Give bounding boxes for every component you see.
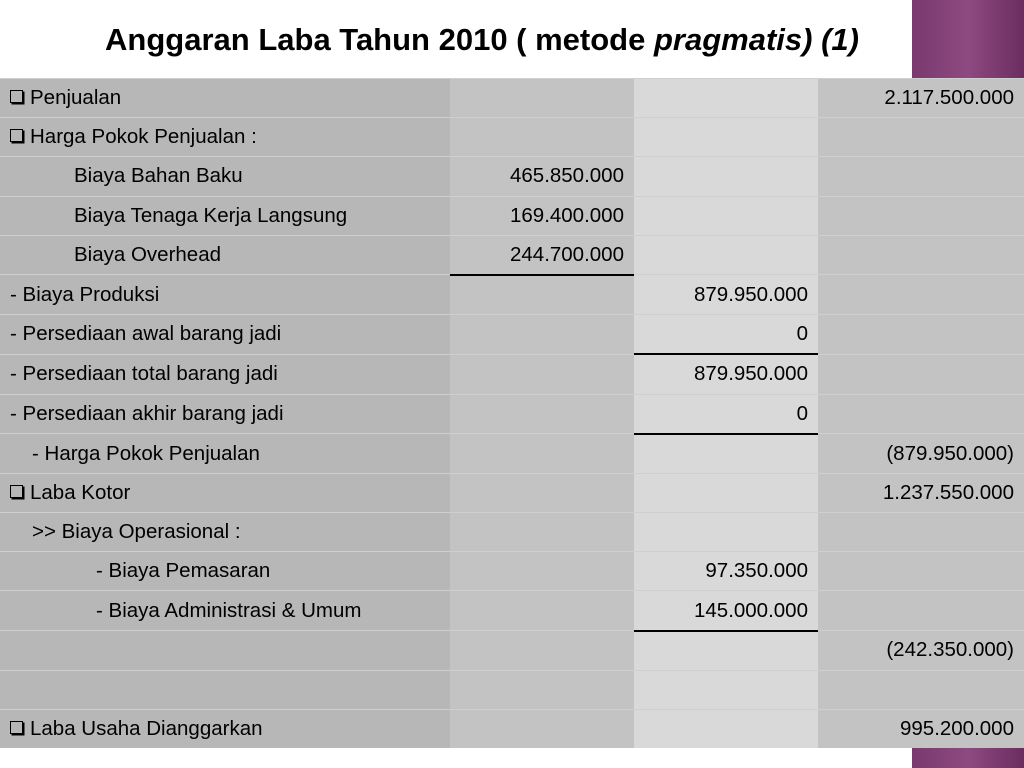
col4-cell bbox=[818, 315, 1024, 355]
table-row bbox=[0, 473, 1024, 512]
col2-cell bbox=[450, 552, 634, 591]
table-row bbox=[0, 513, 1024, 552]
table-row bbox=[0, 275, 1024, 315]
row-label: - Persediaan akhir barang jadi bbox=[0, 394, 450, 434]
row-label: - Persediaan total barang jadi bbox=[0, 354, 450, 394]
col3-cell: 0 bbox=[634, 315, 818, 355]
col4-cell bbox=[818, 118, 1024, 157]
col3-cell: 145.000.000 bbox=[634, 591, 818, 631]
col4-cell bbox=[818, 513, 1024, 552]
table-row bbox=[0, 591, 1024, 631]
col3-cell bbox=[634, 434, 818, 474]
row-label: - Biaya Produksi bbox=[0, 275, 450, 315]
col3-cell: 879.950.000 bbox=[634, 275, 818, 315]
table-row bbox=[0, 670, 1024, 709]
row-label: Biaya Bahan Baku bbox=[0, 157, 450, 196]
col3-cell bbox=[634, 157, 818, 196]
row-label: Harga Pokok Penjualan : bbox=[30, 125, 257, 149]
col3-cell bbox=[634, 631, 818, 671]
checkbox-bullet-icon bbox=[10, 485, 23, 498]
row-label bbox=[0, 631, 450, 671]
col3-cell bbox=[634, 670, 818, 709]
row-label: Laba Kotor bbox=[30, 480, 131, 504]
col4-cell bbox=[818, 591, 1024, 631]
col2-cell bbox=[450, 513, 634, 552]
col4-cell bbox=[818, 394, 1024, 434]
table-row bbox=[0, 354, 1024, 394]
budget-table bbox=[0, 78, 1024, 748]
row-label-cell bbox=[0, 79, 450, 118]
col2-cell bbox=[450, 434, 634, 474]
row-label: Biaya Overhead bbox=[0, 235, 450, 275]
col4-cell bbox=[818, 552, 1024, 591]
col3-cell: 0 bbox=[634, 394, 818, 434]
col2-cell bbox=[450, 79, 634, 118]
col3-cell bbox=[634, 473, 818, 512]
table-row bbox=[0, 394, 1024, 434]
row-label: >> Biaya Operasional : bbox=[0, 513, 450, 552]
col4-cell bbox=[818, 670, 1024, 709]
row-label-cell bbox=[0, 118, 450, 157]
col2-cell bbox=[450, 275, 634, 315]
col3-cell bbox=[634, 513, 818, 552]
row-label: Penjualan bbox=[30, 86, 122, 110]
table-row bbox=[0, 434, 1024, 474]
col2-cell bbox=[450, 315, 634, 355]
col4-cell: 2.117.500.000 bbox=[818, 79, 1024, 118]
table-row bbox=[0, 315, 1024, 355]
col2-cell bbox=[450, 670, 634, 709]
checkbox-bullet-icon bbox=[10, 129, 23, 142]
col2-cell bbox=[450, 591, 634, 631]
col2-cell bbox=[450, 354, 634, 394]
checkbox-bullet-icon bbox=[10, 90, 23, 103]
row-label bbox=[0, 670, 450, 709]
row-label: Biaya Tenaga Kerja Langsung bbox=[0, 196, 450, 235]
col3-cell: 879.950.000 bbox=[634, 354, 818, 394]
row-label: - Harga Pokok Penjualan bbox=[0, 434, 450, 474]
col3-cell bbox=[634, 118, 818, 157]
row-label-cell bbox=[0, 710, 450, 749]
col4-cell bbox=[818, 196, 1024, 235]
table-row bbox=[0, 196, 1024, 235]
table-row bbox=[0, 118, 1024, 157]
table-row bbox=[0, 631, 1024, 671]
table-row bbox=[0, 79, 1024, 118]
col3-cell bbox=[634, 79, 818, 118]
col2-cell: 465.850.000 bbox=[450, 157, 634, 196]
col4-cell bbox=[818, 354, 1024, 394]
col2-cell: 169.400.000 bbox=[450, 196, 634, 235]
page-title bbox=[0, 14, 1024, 74]
col2-cell: 244.700.000 bbox=[450, 235, 634, 275]
table-row bbox=[0, 157, 1024, 196]
col4-cell: (242.350.000) bbox=[818, 631, 1024, 671]
col3-cell bbox=[634, 235, 818, 275]
col2-cell bbox=[450, 394, 634, 434]
col2-cell bbox=[450, 631, 634, 671]
col4-cell: 995.200.000 bbox=[818, 710, 1024, 749]
col4-cell: (879.950.000) bbox=[818, 434, 1024, 474]
col2-cell bbox=[450, 118, 634, 157]
col4-cell bbox=[818, 235, 1024, 275]
table-row bbox=[0, 235, 1024, 275]
row-label: Laba Usaha Dianggarkan bbox=[30, 717, 263, 741]
col2-cell bbox=[450, 473, 634, 512]
table-row bbox=[0, 552, 1024, 591]
row-label: - Biaya Administrasi & Umum bbox=[0, 591, 450, 631]
col3-cell bbox=[634, 710, 818, 749]
table-row bbox=[0, 710, 1024, 749]
col2-cell bbox=[450, 710, 634, 749]
col4-cell bbox=[818, 275, 1024, 315]
col3-cell bbox=[634, 196, 818, 235]
col4-cell: 1.237.550.000 bbox=[818, 473, 1024, 512]
checkbox-bullet-icon bbox=[10, 721, 23, 734]
title-main: Anggaran Laba Tahun 2010 ( metode bbox=[105, 22, 654, 57]
col3-cell: 97.350.000 bbox=[634, 552, 818, 591]
row-label: - Biaya Pemasaran bbox=[0, 552, 450, 591]
col4-cell bbox=[818, 157, 1024, 196]
row-label: - Persediaan awal barang jadi bbox=[0, 315, 450, 355]
title-italic: pragmatis) (1) bbox=[653, 22, 859, 57]
row-label-cell bbox=[0, 473, 450, 512]
